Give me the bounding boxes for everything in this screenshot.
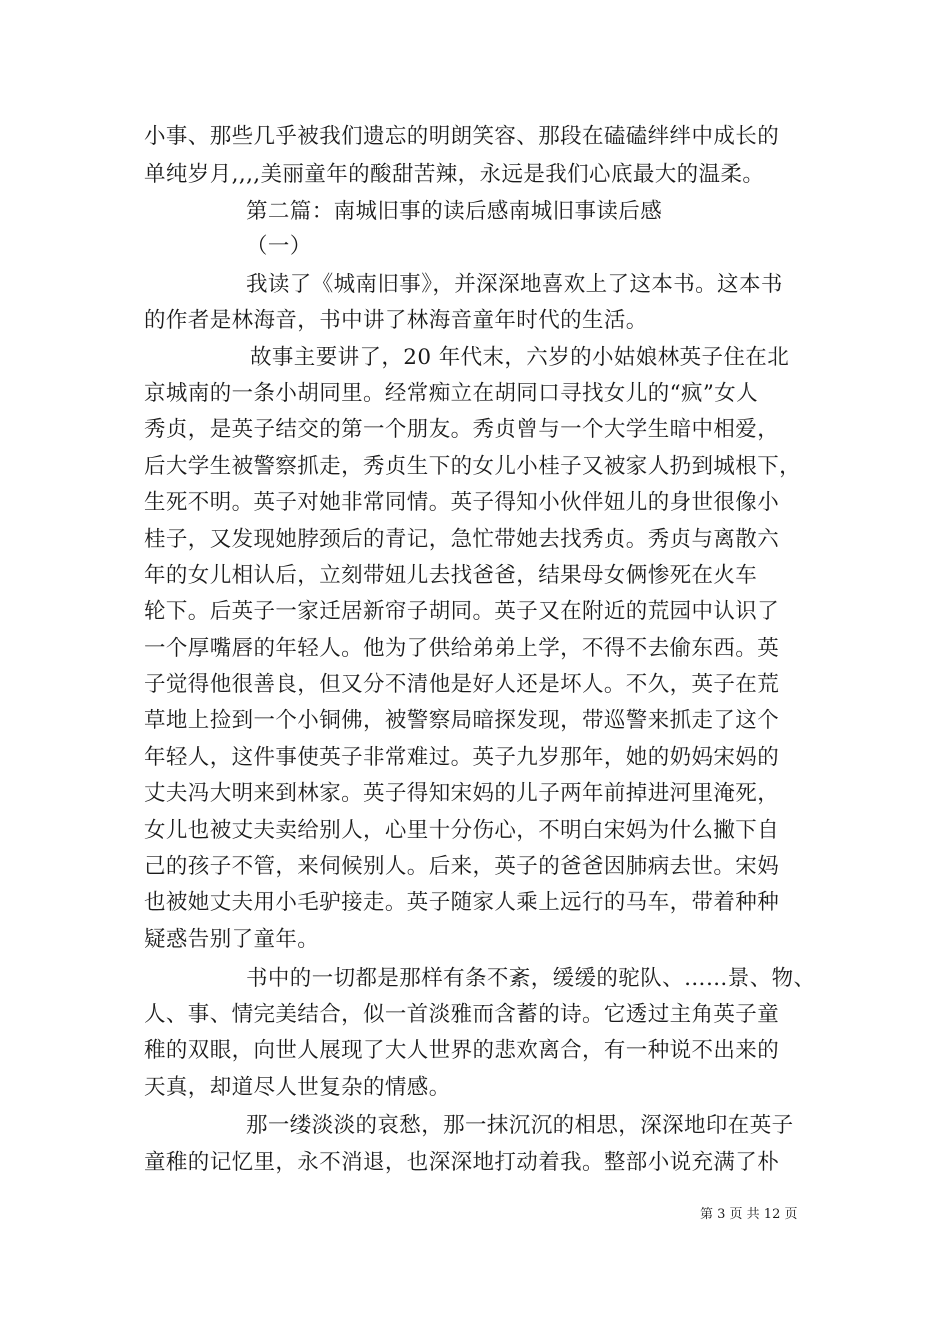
text-line: 也被她丈夫用小毛驴接走。英子随家人乘上远行的马车，带着种种 — [144, 890, 780, 915]
subsection-heading: （一） — [246, 234, 312, 259]
page-number: 第 3 页 共 12 页 — [700, 1207, 798, 1222]
text-line: 故事主要讲了，20 年代末，六岁的小姑娘林英子住在北 — [250, 345, 790, 370]
text-line: 女儿也被丈夫卖给别人，心里十分伤心，不明白宋妈为什么撇下自 — [144, 818, 780, 843]
text-line: 丈夫冯大明来到林家。英子得知宋妈的儿子两年前掉进河里淹死， — [144, 781, 780, 806]
text-line: 天真，却道尽人世复杂的情感。 — [144, 1075, 451, 1100]
text-line: 稚的双眼，向世人展现了大人世界的悲欢离合，有一种说不出来的 — [144, 1038, 780, 1063]
text-line: 京城南的一条小胡同里。经常痴立在胡同口寻找女儿的“疯”女人 — [144, 381, 759, 406]
text-line: 生死不明。英子对她非常同情。英子得知小伙伴妞儿的身世很像小 — [144, 490, 780, 515]
text-line: 年的女儿相认后，立刻带妞儿去找爸爸，结果母女俩惨死在火车 — [144, 563, 758, 588]
text-line: 小事、那些几乎被我们遗忘的明朗笑容、那段在磕磕绊绊中成长的 — [144, 124, 780, 149]
text-line: 年轻人，这件事使英子非常难过。英子九岁那年，她的奶妈宋妈的 — [144, 745, 780, 770]
text-line: 人、事、情完美结合，似一首淡雅而含蓄的诗。它透过主角英子童 — [144, 1002, 780, 1027]
text-line: 己的孩子不管，来伺候别人。后来，英子的爸爸因肺病去世。宋妈 — [144, 854, 780, 879]
text-line: 我读了《城南旧事》，并深深地喜欢上了这本书。这本书 — [246, 272, 783, 297]
text-line: 疑惑告别了童年。 — [144, 927, 320, 952]
section-heading: 第二篇：南城旧事的读后感南城旧事读后感 — [246, 199, 663, 224]
text-line: 单纯岁月,,,,美丽童年的酸甜苦辣，永远是我们心底最大的温柔。 — [144, 162, 765, 187]
text-line: 书中的一切都是那样有条不紊，缓缓的驼队、……景、物、 — [246, 966, 816, 991]
text-line: 桂子，又发现她脖颈后的青记，急忙带她去找秀贞。秀贞与离散六 — [144, 527, 780, 552]
text-line: 一个厚嘴唇的年轻人。他为了供给弟弟上学，不得不去偷东西。英 — [144, 636, 780, 661]
text-line: 秀贞，是英子结交的第一个朋友。秀贞曾与一个大学生暗中相爱， — [144, 417, 780, 442]
text-line: 后大学生被警察抓走，秀贞生下的女儿小桂子又被家人扔到城根下， — [144, 454, 802, 479]
text-line: 轮下。后英子一家迁居新帘子胡同。英子又在附近的荒园中认识了 — [144, 599, 780, 624]
text-line: 子觉得他很善良，但又分不清他是好人还是坏人。不久，英子在荒 — [144, 672, 780, 697]
text-line: 那一缕淡淡的哀愁，那一抹沉沉的相思，深深地印在英子 — [246, 1113, 794, 1138]
text-line: 童稚的记忆里，永不消退，也深深地打动着我。整部小说充满了朴 — [144, 1150, 780, 1175]
text-line: 的作者是林海音，书中讲了林海音童年时代的生活。 — [144, 308, 648, 333]
text-line: 草地上捡到一个小铜佛，被警察局暗探发现，带巡警来抓走了这个 — [144, 708, 780, 733]
